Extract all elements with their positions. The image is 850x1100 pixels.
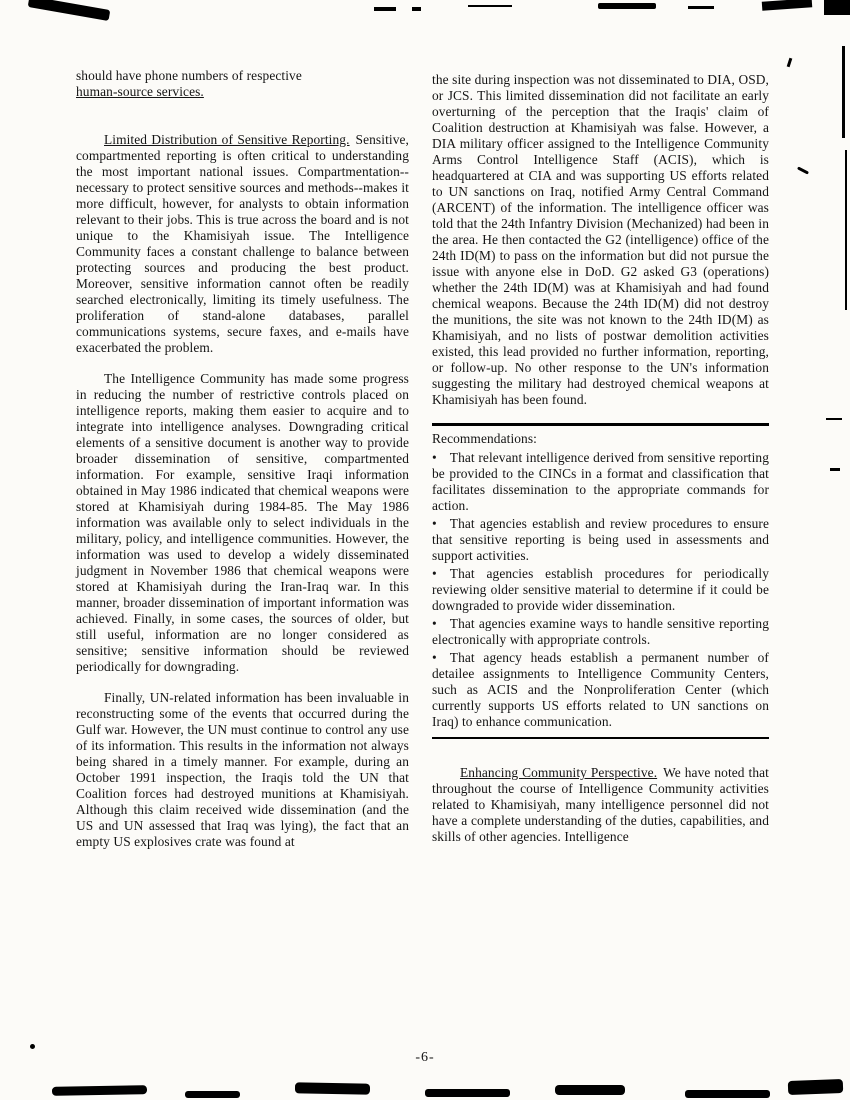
scan-artifact — [797, 166, 809, 174]
scan-artifact — [185, 1091, 240, 1098]
bullet-icon: • — [432, 516, 437, 531]
scan-artifact — [685, 1090, 770, 1098]
recommendation-item — [432, 650, 769, 730]
scan-artifact — [826, 418, 842, 420]
scan-artifact — [842, 46, 845, 138]
recommendation-item — [432, 516, 769, 564]
scan-artifact — [598, 3, 656, 9]
recommendation-text: That agencies establish procedures for periodically reviewing older sensitive material to determine if it could be downgraded to provide wider dissemination. — [432, 566, 769, 613]
scan-artifact — [555, 1085, 625, 1095]
paragraph-text: The Intelligence Community has made some progress in reducing the number of restrictive controls placed on intelligence reports, making them easier to acquire and to integrate into intelligence analyses. Downgrading critical elements of a sensitive document is another way to provide broader dissemination of sensitive, compartmented information. For example, sensitive Iraqi information obtained in May 1986 indicated that chemical weapons were stored at Khamisiyah during 1984-85. The May 1986 information was available only to select individuals in the military, policy, and intelligence communities. However, the information was used to develop a widely disseminated judgment in November 1986 that chemical weapons were stored at Khamisiyah during the Iran-Iraq war. In this manner, broader dissemination of important information was achieved. Finally, in some cases, the sources of older, but still useful, information are no longer considered as sensitive; sensitive information should be reviewed periodically for downgrading. — [76, 371, 409, 674]
recommendation-item — [432, 450, 769, 514]
paragraph-text: Finally, UN-related information has been invaluable in reconstructing some of the events that occurred during the Gulf war. However, the UN must continue to control any use of its information. This results in the information not always being shared in a timely manner. For example, during an October 1991 inspection, the Iraqis told the UN that Coalition forces had destroyed munitions at Khamisiyah. Although this claim received wide dissemination (and the US and UN assessed that Iraq was lying), the fact that an empty US explosives crate was found at — [76, 690, 409, 849]
scan-artifact — [788, 1079, 843, 1095]
scan-artifact — [845, 150, 847, 310]
scan-artifact — [762, 0, 813, 11]
scan-artifact — [295, 1082, 370, 1094]
recommendation-text: That relevant intelligence derived from sensitive reporting be provided to the CINCs in a format and classification that facilitates dissemination to the appropriate commands for action. — [432, 450, 769, 513]
bullet-icon: • — [432, 450, 437, 465]
bullet-icon: • — [432, 650, 437, 665]
scan-artifact — [824, 0, 850, 15]
scan-artifact — [425, 1089, 510, 1097]
paragraph-text: Sensitive, compartmented reporting is often critical to understanding the most important national issues. Compartmentation--necessary to protect sensitive sources and methods--makes it more difficult, however, for analysts to obtain information relevant to their jobs. This is true across the board and is not unique to the Khamisiyah issue. The Intelligence Community faces a constant challenge to balance between protecting sources and producing the best product. Moreover, sensitive information cannot often be readily searched electronically, limiting its timely usefulness. The proliferation of stand-alone databases, parallel communications systems, secure faxes, and e-mails have exacerbated the problem. — [76, 132, 409, 355]
section-heading: Enhancing Community Perspective. — [460, 765, 658, 780]
paragraph-text: the site during inspection was not disseminated to DIA, OSD, or JCS. This limited dissemination did not facilitate an early overturning of the perception that the Iraqis' claim of Coalition destruction at Khamisiyah was false. However, a DIA military officer assigned to the Intelligence Community Arms Control Intelligence Staff (ACIS), which is headquartered at CIA and was supporting US efforts related to UN sanctions on Iraq, notified Army Central Command (ARCENT) of the information. The intelligence officer was told that the 24th Infantry Division (Mechanized) had been in the area. He then contacted the G2 (intelligence) office of the 24th ID(M) to pass on the information but did not pursue the issue with anyone else in DoD. G2 asked G3 (operations) whether the 24th ID(M) was at Khamisiyah and had found chemical weapons. Because the 24th ID(M) did not destroy the munitions, the site was not known to the 24th ID(M) as Khamisiyah, and no lists of postwar demolition activities existed, this lead provided no further information, reporting, or follow-up. No other response to the UN's information suggesting the military had destroyed chemical weapons at Khamisiyah has been found. — [432, 72, 769, 407]
scan-artifact — [412, 7, 421, 11]
scan-artifact — [52, 1085, 147, 1096]
paragraph-text: We have noted that throughout the course of Intelligence Community activities related to Khamisiyah, many intelligence personnel did not have a complete understanding of the duties, capabilities, and skills of other agencies. Intelligence — [432, 765, 769, 844]
paragraph — [76, 690, 409, 850]
paragraph-enhancing-perspective — [432, 765, 769, 845]
scan-artifact — [468, 5, 512, 7]
text-line-underlined: human-source services. — [76, 84, 204, 99]
scan-artifact — [688, 6, 714, 9]
scan-artifact — [830, 468, 840, 471]
section-heading: Limited Distribution of Sensitive Reporting. — [104, 132, 350, 147]
scan-artifact — [28, 0, 111, 21]
paragraph — [76, 371, 409, 675]
scan-artifact — [787, 58, 793, 67]
text-line: should have phone numbers of respective — [76, 68, 302, 83]
scan-artifact — [30, 1044, 35, 1049]
recommendations-title: Recommendations: — [432, 431, 537, 446]
bullet-icon: • — [432, 566, 437, 581]
left-column — [76, 68, 409, 865]
scan-artifact — [374, 7, 396, 11]
paragraph — [432, 72, 769, 408]
bullet-icon: • — [432, 616, 437, 631]
recommendation-text: That agencies examine ways to handle sensitive reporting electronically with appropriate controls. — [432, 616, 769, 647]
paragraph-continuation — [76, 68, 409, 100]
recommendation-text: That agencies establish and review procedures to ensure that sensitive reporting is being used in assessments and support activities. — [432, 516, 769, 563]
recommendation-item — [432, 616, 769, 648]
page-number: -6- — [415, 1050, 435, 1065]
right-column — [432, 72, 769, 860]
recommendation-item — [432, 566, 769, 614]
paragraph-limited-distribution — [76, 132, 409, 356]
recommendation-text: That agency heads establish a permanent number of detailee assignments to Intelligence Community Centers, such as ACIS and the Nonproliferation Center (which currently supports US efforts related to UN sanctions on Iraq) to enhance communication. — [432, 650, 769, 729]
recommendations-block — [432, 423, 769, 739]
